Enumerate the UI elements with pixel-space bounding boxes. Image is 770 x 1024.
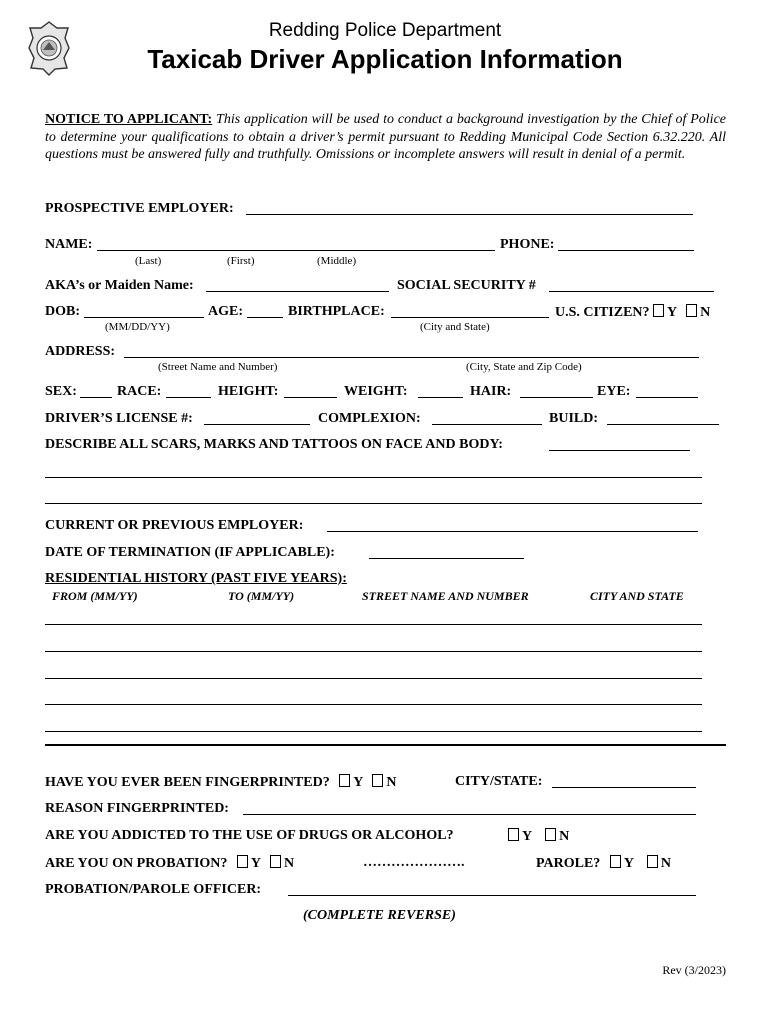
- phone-label: PHONE:: [500, 237, 555, 252]
- dob-hint: (MM/DD/YY): [105, 321, 170, 333]
- notice-text: This application will be used to conduct a background investigation by the Chief of Police to determine your qualifications to obtain a driver’s permit pursuant to Redding Municipal Code Section 6.32.220. All questions must be answered fully and truthfully. Omissions or incomplete answers will result in denial of a permit.: [45, 112, 726, 163]
- age-field[interactable]: [247, 317, 283, 318]
- parole-yes-checkbox[interactable]: [610, 855, 621, 868]
- section-divider: [45, 744, 726, 746]
- birthplace-field[interactable]: [391, 317, 549, 318]
- height-label: HEIGHT:: [218, 384, 279, 399]
- notice-paragraph: [45, 111, 726, 164]
- address-label: ADDRESS:: [45, 344, 116, 359]
- city-state-label: CITY/STATE:: [455, 774, 543, 789]
- officer-label: PROBATION/PAROLE OFFICER:: [45, 882, 262, 897]
- addicted-no-checkbox[interactable]: [545, 828, 556, 841]
- reason-label: REASON FINGERPRINTED:: [45, 801, 229, 816]
- race-label: RACE:: [117, 384, 162, 399]
- notice-label: NOTICE TO APPLICANT:: [45, 112, 213, 127]
- scars-label: DESCRIBE ALL SCARS, MARKS AND TATTOOS ON FACE AND BODY:: [45, 437, 503, 452]
- citizen-label: U.S. CITIZEN?: [555, 305, 650, 320]
- birthplace-hint: (City and State): [420, 321, 490, 333]
- dob-field[interactable]: [84, 317, 204, 318]
- termination-field[interactable]: [369, 558, 524, 559]
- officer-field[interactable]: [288, 895, 696, 896]
- addicted-label: ARE YOU ADDICTED TO THE USE OF DRUGS OR ALCOHOL?: [45, 828, 454, 843]
- col-to: TO (MM/YY): [228, 589, 295, 603]
- agency-name: Redding Police Department: [268, 20, 502, 41]
- weight-label: WEIGHT:: [344, 384, 408, 399]
- ssn-label: SOCIAL SECURITY #: [397, 278, 536, 293]
- name-first-hint: (First): [227, 255, 255, 267]
- complete-reverse-text: (COMPLETE REVERSE): [303, 908, 456, 923]
- birthplace-label: BIRTHPLACE:: [288, 304, 385, 319]
- fingerprinted-label: HAVE YOU EVER BEEN FINGERPRINTED?: [45, 775, 330, 790]
- eye-label: EYE:: [597, 384, 631, 399]
- name-label: NAME:: [45, 237, 93, 252]
- age-label: AGE:: [208, 304, 243, 319]
- current-employer-label: CURRENT OR PREVIOUS EMPLOYER:: [45, 518, 304, 533]
- yes-label: Y: [667, 305, 677, 320]
- complexion-field[interactable]: [432, 424, 542, 425]
- no-label: N: [284, 856, 295, 871]
- name-middle-hint: (Middle): [317, 255, 357, 267]
- complexion-label: COMPLEXION:: [318, 411, 421, 426]
- hair-label: HAIR:: [470, 384, 512, 399]
- aka-field[interactable]: [206, 291, 389, 292]
- form-title: Taxicab Driver Application Information: [147, 44, 623, 74]
- height-field[interactable]: [284, 397, 337, 398]
- col-city: CITY AND STATE: [590, 589, 684, 603]
- probation-no-checkbox[interactable]: [270, 855, 281, 868]
- sex-label: SEX:: [45, 384, 77, 399]
- no-label: N: [660, 856, 672, 871]
- citizen-yes-checkbox[interactable]: [653, 304, 664, 317]
- no-label: N: [386, 775, 397, 790]
- no-label: N: [559, 829, 570, 844]
- termination-label: DATE OF TERMINATION (IF APPLICABLE):: [45, 545, 335, 560]
- addicted-options: [508, 828, 569, 845]
- build-field[interactable]: [607, 424, 719, 425]
- residence-row[interactable]: [45, 678, 702, 679]
- ssn-field[interactable]: [549, 291, 714, 292]
- parole-label: PAROLE?: [536, 856, 601, 871]
- build-label: BUILD:: [549, 411, 599, 426]
- residence-row[interactable]: [45, 624, 702, 625]
- employer-label: PROSPECTIVE EMPLOYER:: [45, 201, 234, 216]
- fingerprinted-question: [45, 774, 396, 791]
- revision-label: Rev (3/2023): [662, 963, 726, 977]
- reason-field[interactable]: [243, 814, 696, 815]
- yes-label: Y: [250, 856, 261, 871]
- residence-row[interactable]: [45, 651, 702, 652]
- yes-label: Y: [353, 775, 363, 790]
- yes-label: Y: [623, 856, 634, 871]
- addicted-yes-checkbox[interactable]: [508, 828, 519, 841]
- sex-field[interactable]: [80, 397, 112, 398]
- citizen-no-checkbox[interactable]: [686, 304, 697, 317]
- scars-field[interactable]: [549, 450, 690, 451]
- fingerprinted-no-checkbox[interactable]: [372, 774, 383, 787]
- address-city-hint: (City, State and Zip Code): [466, 361, 582, 373]
- name-last-hint: (Last): [135, 255, 162, 267]
- dob-label: DOB:: [45, 304, 80, 319]
- scars-line-3[interactable]: [45, 503, 702, 504]
- hair-field[interactable]: [520, 397, 593, 398]
- residence-row[interactable]: [45, 731, 702, 732]
- citizen-question: [555, 304, 710, 321]
- probation-label: ARE YOU ON PROBATION?: [45, 856, 228, 871]
- employer-field[interactable]: [246, 214, 693, 215]
- city-state-field[interactable]: [552, 787, 696, 788]
- address-street-hint: (Street Name and Number): [158, 361, 278, 373]
- aka-label: AKA’s or Maiden Name:: [45, 278, 194, 293]
- race-field[interactable]: [166, 397, 211, 398]
- no-label: N: [700, 305, 711, 320]
- fingerprinted-yes-checkbox[interactable]: [339, 774, 350, 787]
- probation-yes-checkbox[interactable]: [237, 855, 248, 868]
- name-field[interactable]: [97, 250, 495, 251]
- address-field[interactable]: [124, 357, 699, 358]
- col-street: STREET NAME AND NUMBER: [362, 589, 529, 603]
- parole-question: [536, 855, 671, 872]
- license-field[interactable]: [204, 424, 310, 425]
- scars-line-2[interactable]: [45, 477, 702, 478]
- dots-leader: ………………….: [363, 855, 465, 870]
- probation-question: [45, 855, 294, 872]
- weight-field[interactable]: [418, 397, 463, 398]
- yes-label: Y: [522, 829, 532, 844]
- current-employer-field[interactable]: [327, 531, 698, 532]
- residential-title: RESIDENTIAL HISTORY (PAST FIVE YEARS):: [45, 571, 347, 586]
- residence-row[interactable]: [45, 704, 702, 705]
- col-from: FROM (MM/YY): [52, 589, 138, 603]
- phone-field[interactable]: [558, 250, 694, 251]
- parole-no-checkbox[interactable]: [647, 855, 658, 868]
- complete-reverse-note: [303, 908, 456, 924]
- eye-field[interactable]: [636, 397, 698, 398]
- license-label: DRIVER’S LICENSE #:: [45, 411, 193, 426]
